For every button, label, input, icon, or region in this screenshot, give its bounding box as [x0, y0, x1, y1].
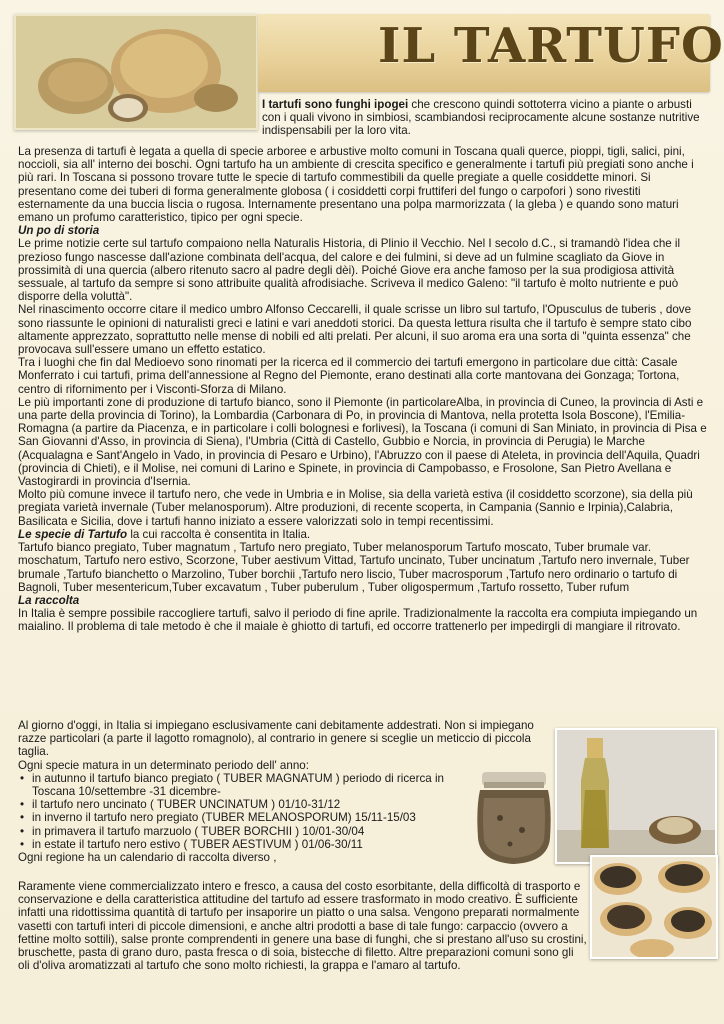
final-paragraph: Raramente viene commercializzato intero e fresco, a causa del costo esorbitante, della difficoltà di trasporto e conservazione e della caratteristica attitudine del tartufo ad essere trasformato in modo creativo. È sufficiente infatti una ridottissima quantità di tartufo per insaporire un piatto o una salsa. Vengono preparati normalmente vasetti con tartufi interi di piccole dimensioni, e anche altri prodotti a base di tale fungo: carpaccio (ovvero a fettine molto sottili), salse pronte comprendenti in genere una base di funghi, che si prestano all'uso su crostini, bruschette, pasta di grano duro, pasta fresca o di soia, bistecche di filetto. Altre preparazioni comuni sono gli oli d'oliva aromatizzati al tartufo che sono molto richiesti, la grappa e l'amaro al tartufo. [18, 880, 587, 973]
season-item: • in primavera il tartufo marzuolo ( TUBER BORCHII ) 10/01-30/04 [32, 825, 472, 838]
harvest-paragraph-1: In Italia è sempre possibile raccogliere tartufi, salvo il periodo di fine aprile. Tradizionalmente la raccolta era compiuta impiegando un maialino. Il problema di tale metodo è che il maiale è ghiotto di tartufi, ed occorre trattenerlo per impedirgli di mangiare il ritrovato. [18, 607, 698, 634]
history-heading: Un po di storia [18, 224, 100, 238]
species-heading: Le specie di Tartufo [18, 527, 128, 541]
truffle-photo [14, 14, 258, 130]
oil-bottle-photo [555, 728, 717, 864]
species-heading-rest: la cui raccolta è consentita in Italia. [127, 527, 311, 541]
jar-photo [470, 768, 558, 868]
species-paragraph: Tartufo bianco pregiato, Tuber magnatum , Tartufo nero pregiato, Tuber melanosporum Tartufo moscato, Tuber brumale var. moschatum, Tartufo nero estivo, Scorzone, Tuber aestivum Vittad, Tartufo uncinato, Tuber uncinatum ,Tartufo nero invernale, Tuber brumale ,Tartufo bianchetto o Marzolino, Tuber borchii ,Tartufo nero liscio, Tuber macrosporum ,Tartufo nero ordinario o tartufo di Bagnoli, Tuber mesentericum,Tuber excavatum , Tuber puberulum , Tuber oligospermum ,Tartufo rossetto, Tuber rufum [18, 541, 690, 594]
species-heading-line [18, 528, 710, 541]
intro-paragraph [262, 98, 712, 138]
season-item: • il tartufo nero uncinato ( TUBER UNCINATUM ) 01/10-31/12 [32, 798, 472, 811]
season-intro: Ogni specie matura in un determinato periodo dell' anno: [18, 758, 309, 772]
calendar-paragraph: Ogni regione ha un calendario di raccolta diverso , [18, 851, 277, 865]
history-paragraph-3: Tra i luoghi che fin dal Medioevo sono rinomati per la ricerca ed il commercio dei tartufi emergono in particolare due città: Casale Monferrato i cui tartufi, prima dell'annessione al Regno del Piemonte, erano destinati alla corte mantovana dei Gonzaga; Tortona, centro di rifornimento per i Visconti-Sforza di Milano. [18, 356, 680, 396]
crostini-photo [590, 855, 718, 959]
main-text [18, 145, 710, 634]
season-item: • in estate il tartufo nero estivo ( TUBER AESTIVUM ) 01/06-30/11 [32, 838, 472, 851]
intro-lead: I tartufi sono funghi ipogei [262, 98, 409, 111]
lower-text [18, 719, 543, 864]
intro-rest: che crescono quindi sottoterra vicino a piante o arbusti con i quali vivono in simbiosi, scambiandosi reciprocamente alcune sostanze nutritive indispensabili per la loro vita. [262, 98, 700, 138]
season-item: • in autunno il tartufo bianco pregiato ( TUBER MAGNATUM ) periodo di ricerca in Toscana 10/settembre -31 dicembre- [32, 772, 472, 798]
history-paragraph-2: Nel rinascimento occorre citare il medico umbro Alfonso Ceccarelli, il quale scrisse un libro sul tartufo, l'Opusculus de tuberis , dove sono riassunte le opinioni di naturalisti greci e latini e vari aneddoti storici. Da questa lettura risulta che il tartufo è sempre stato cibo altamente apprezzato, soprattutto nelle mense di nobili ed alti prelati. Per alcuni, il suo aroma era una sorta di "quinta essenza" che provocava sull'essere umano un effetto estatico. [18, 303, 692, 357]
zones-paragraph: Le più importanti zone di produzione di tartufo bianco, sono il Piemonte (in particolareAlba, in provincia di Cuneo, la provincia di Asti e una parte della provincia di Torino), la Lombardia (Carbonara di Po, in provincia di Mantova, nella protetta Isola Boscone), l'Emilia-Romagna (a partire da Piacenza, e in particolare i colli bolognesi e forlivesi), la Toscana (i comuni di San Miniato, in provincia di Pisa e San Giovanni d'Asso, in provincia di Siena), l'Umbria (Città di Castello, Gubbio e Norcia, in provincia di Perugia) le Marche (Acqualagna e Sant'Angelo in Vado, in provincia di Pesaro e Urbino), l'Abruzzo con il paese di Ateleta, in provincia dell'Aquila, Quadri (provincia di Chieti), e il Molise, nei comuni di Larino e Spinete, in provincia di Campobasso, e Frosolone, San Pietro Avellana e Vastogirardi in provincia d'Isernia. [18, 395, 707, 489]
history-paragraph-1: Le prime notizie certe sul tartufo compaiono nella Naturalis Historia, di Plinio il Vecchio. Nel I secolo d.C., si tramandò l'idea che il prezioso fungo nascesse dall'azione combinata dell'acqua, del calore e dei fulmini, si deve ad un fulmine scagliato da Giove in prossimità di una quercia (albero ritenuto sacro al padre degli dèi). Poiché Giove era anche famoso per la sua prodigiosa attività sessuale, al tartufo da sempre si sono attribuite qualità afrodisiache. Scriveva il medico Galeno: "il tartufo è molto nutriente e può disporre della voluttà". [18, 237, 681, 304]
season-list [18, 772, 472, 851]
black-truffle-paragraph: Molto più comune invece il tartufo nero, che vede in Umbria e in Molise, sia della varietà estiva (il cosiddetto scorzone), sia della più pregiata varietà invernale (Tuber melanosporum). Altre produzioni, di recente scoperta, in Campania (Sannio e Irpinia),Calabria, Basilicata e Sicilia, dove i tartufi hanno iniziato a essere valorizzati solo in tempi recentissimi. [18, 488, 693, 528]
season-item: • in inverno il tartufo nero pregiato (TUBER MELANOSPORUM) 15/11-15/03 [32, 811, 472, 824]
harvest-paragraph-2: Al giorno d'oggi, in Italia si impiegano esclusivamente cani debitamente addestrati. Non si impiegano razze particolari (a parte il lagotto romagnolo), al contrario in genere si sceglie un meticcio di piccola taglia. [18, 719, 534, 759]
page-title: IL TARTUFO [378, 18, 724, 74]
presence-paragraph: La presenza di tartufi è legata a quella di specie arboree e arbustive molto comuni in Toscana quali querce, pioppi, tigli, salici, pini, noccioli, sia all' interno dei boschi. Ogni tartufo ha un ambiente di crescita specifico e generalmente i tartufi più pregiati sono anche i più rari. In Toscana si possono trovare tutte le specie di tartufo commestibili da quelle pregiate a quelle cosiddette minori. Si presentano come dei tuberi di forma generalmente globosa ( i cosiddetti corpi fruttiferi del fungo o carpofori ) sono rivestiti esternamente da una buccia liscia o rugosa. Internamente presentano una polpa marmorizzata ( la gleba ) e quando sono maturi emano un profumo caratteristico, tipico per ogni specie. [18, 145, 694, 225]
harvest-heading: La raccolta [18, 593, 80, 607]
